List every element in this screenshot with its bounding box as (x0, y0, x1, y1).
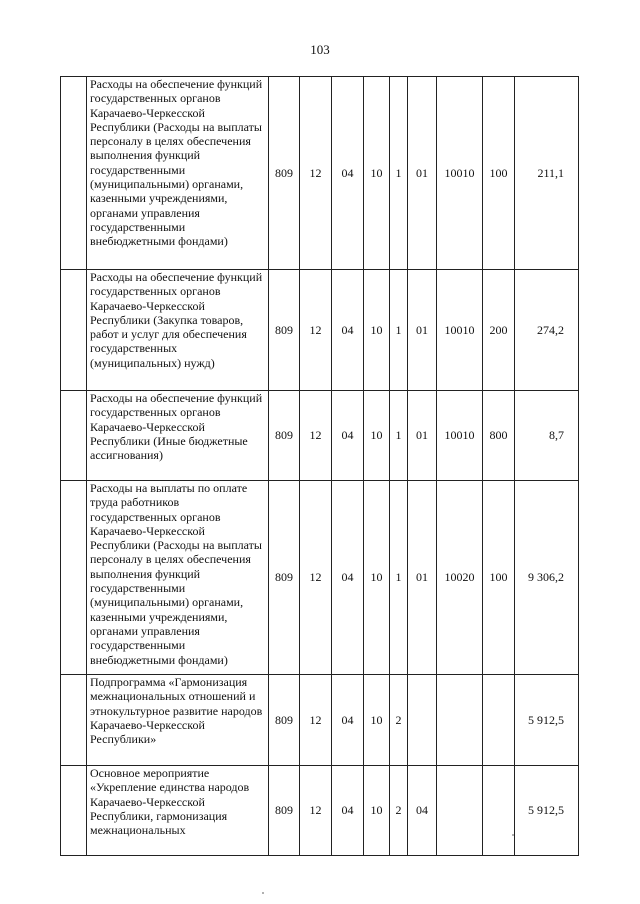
subprogram-code: 1 (390, 270, 408, 391)
amount: 274,2 (515, 270, 579, 391)
main-event-code: 01 (408, 481, 437, 675)
table-row (61, 675, 579, 766)
program-code: 10 (364, 270, 390, 391)
section-code: 12 (300, 675, 332, 766)
table-row (61, 77, 579, 270)
subsection-code: 04 (332, 675, 364, 766)
table-row (61, 766, 579, 856)
subsection-code: 04 (332, 270, 364, 391)
subprogram-code: 2 (390, 675, 408, 766)
expense-type-code (483, 675, 515, 766)
ministry-code: 809 (269, 270, 300, 391)
blank-cell (61, 675, 87, 766)
expense-name: Подпрограмма «Гармонизация межнациональных отношений и этнокультурное развитие народов Карачаево-Черкесской Республики» (87, 675, 269, 766)
blank-cell (61, 766, 87, 856)
blank-cell (61, 77, 87, 270)
scan-speck (262, 892, 264, 894)
expense-type-code: 800 (483, 391, 515, 481)
program-code: 10 (364, 675, 390, 766)
ministry-code: 809 (269, 77, 300, 270)
expense-type-code: 100 (483, 77, 515, 270)
program-code: 10 (364, 391, 390, 481)
expense-name: Основное мероприятие «Укрепление единства народов Карачаево-Черкесской Республики, гармонизация межнациональных (87, 766, 269, 856)
ministry-code: 809 (269, 481, 300, 675)
section-code: 12 (300, 766, 332, 856)
main-event-code: 01 (408, 270, 437, 391)
section-code: 12 (300, 270, 332, 391)
table-row (61, 391, 579, 481)
expense-type-code: 200 (483, 270, 515, 391)
subprogram-code: 2 (390, 766, 408, 856)
blank-cell (61, 270, 87, 391)
direction-code: 10020 (437, 481, 483, 675)
expense-name: Расходы на обеспечение функций государственных органов Карачаево-Черкесской Республики (Закупка товаров, работ и услуг для обеспечения государственных (муниципальных) нужд) (87, 270, 269, 391)
scan-speck (512, 834, 514, 836)
program-code: 10 (364, 766, 390, 856)
amount: 9 306,2 (515, 481, 579, 675)
table-row (61, 481, 579, 675)
main-event-code (408, 675, 437, 766)
subsection-code: 04 (332, 391, 364, 481)
amount: 8,7 (515, 391, 579, 481)
direction-code: 10010 (437, 270, 483, 391)
section-code: 12 (300, 391, 332, 481)
expense-type-code (483, 766, 515, 856)
blank-cell (61, 391, 87, 481)
program-code: 10 (364, 77, 390, 270)
ministry-code: 809 (269, 766, 300, 856)
subprogram-code: 1 (390, 391, 408, 481)
expense-type-code: 100 (483, 481, 515, 675)
amount: 5 912,5 (515, 766, 579, 856)
main-event-code: 04 (408, 766, 437, 856)
budget-table (60, 76, 579, 856)
expense-name: Расходы на обеспечение функций государственных органов Карачаево-Черкесской Республики (Иные бюджетные ассигнования) (87, 391, 269, 481)
subsection-code: 04 (332, 481, 364, 675)
subprogram-code: 1 (390, 481, 408, 675)
program-code: 10 (364, 481, 390, 675)
ministry-code: 809 (269, 391, 300, 481)
subsection-code: 04 (332, 766, 364, 856)
section-code: 12 (300, 481, 332, 675)
expense-name: Расходы на обеспечение функций государственных органов Карачаево-Черкесской Республики (Расходы на выплаты персоналу в целях обеспечения выполнения функций государственными (муниципальными) органами, казенными учреждениями, органами управления государственными внебюджетными фондами) (87, 77, 269, 270)
main-event-code: 01 (408, 77, 437, 270)
direction-code: 10010 (437, 391, 483, 481)
direction-code (437, 766, 483, 856)
expense-name: Расходы на выплаты по оплате труда работников государственных органов Карачаево-Черкесской Республики (Расходы на выплаты персоналу в целях обеспечения выполнения функций государственными (муниципальными) органами, казенными учреждениями, органами управления государственными внебюджетными фондами) (87, 481, 269, 675)
amount: 5 912,5 (515, 675, 579, 766)
blank-cell (61, 481, 87, 675)
table-row (61, 270, 579, 391)
main-event-code: 01 (408, 391, 437, 481)
subsection-code: 04 (332, 77, 364, 270)
ministry-code: 809 (269, 675, 300, 766)
direction-code: 10010 (437, 77, 483, 270)
amount: 211,1 (515, 77, 579, 270)
page-number: 103 (310, 42, 330, 57)
direction-code (437, 675, 483, 766)
subprogram-code: 1 (390, 77, 408, 270)
section-code: 12 (300, 77, 332, 270)
